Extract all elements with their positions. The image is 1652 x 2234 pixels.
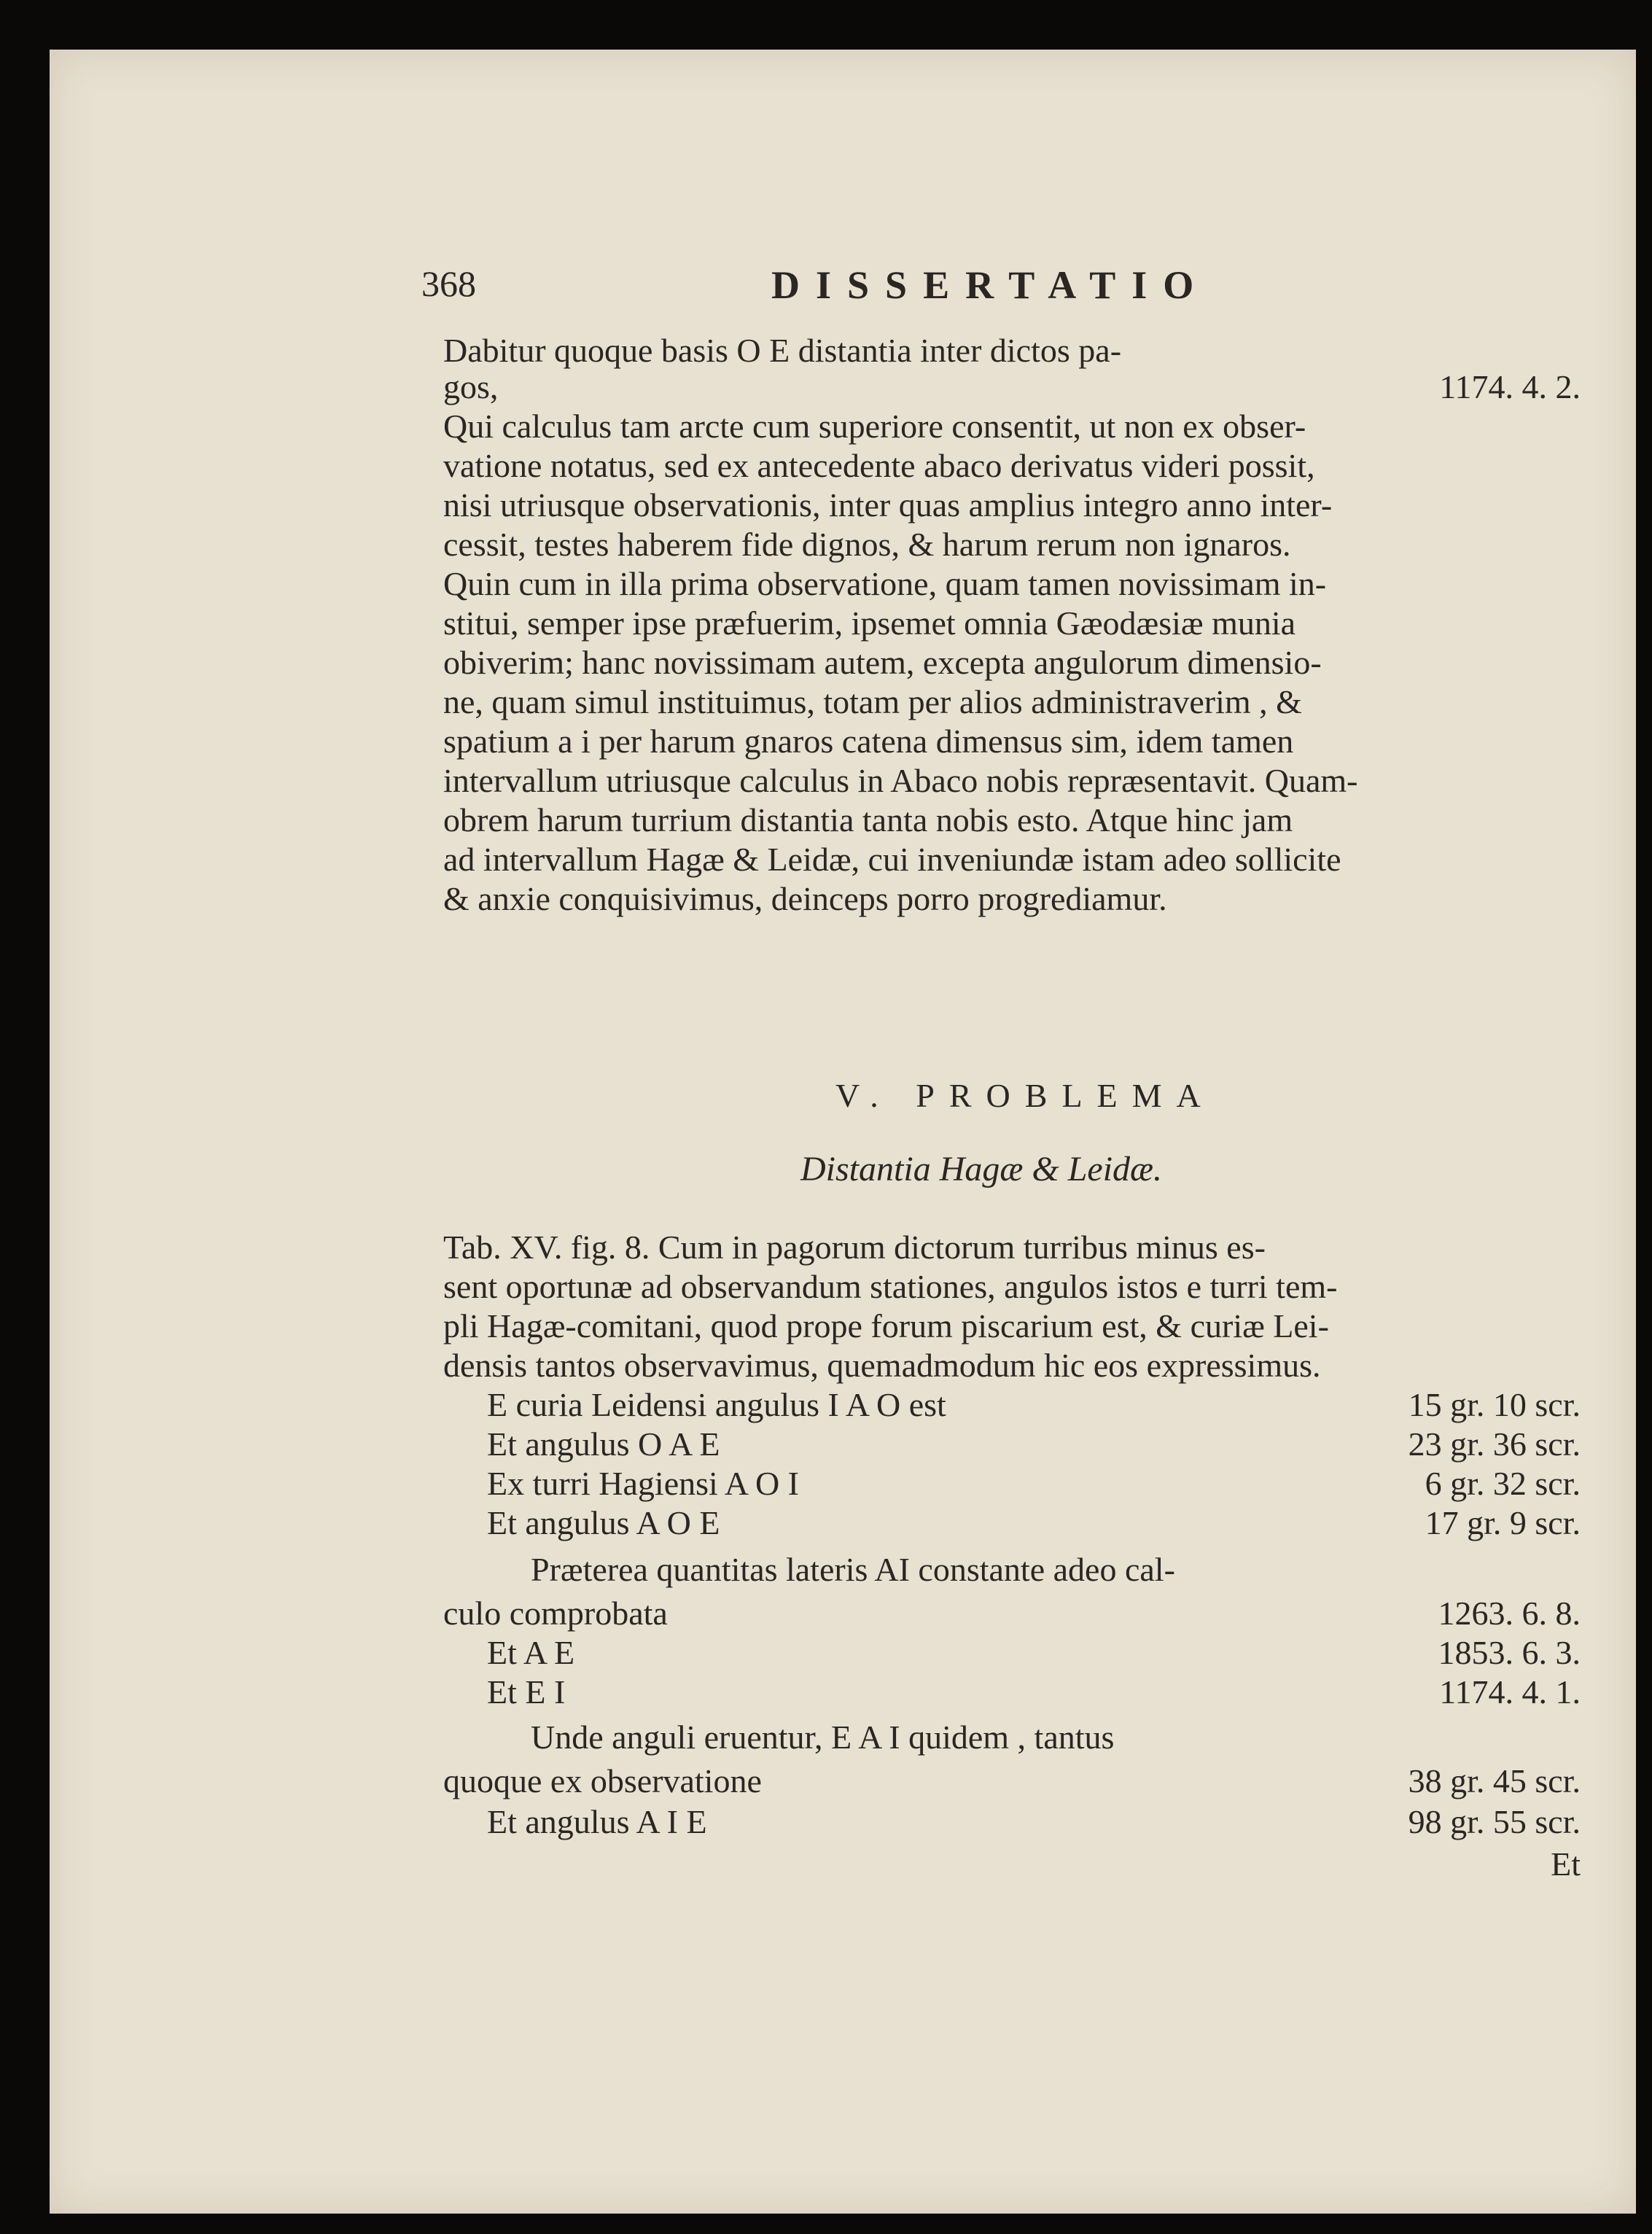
- text-line: Qui calculus tam arcte cum superiore consentit, ut non ex obser-: [443, 408, 1306, 445]
- text-line: Dabitur quoque basis O E distantia inter dictos pa-: [443, 332, 1122, 369]
- text-line: densis tantos observavimus, quemadmodum hic eos expressimus.: [443, 1347, 1321, 1384]
- angle-value: 17 gr. 9 scr.: [1425, 1504, 1581, 1541]
- text-line: spatium a i per harum gnaros catena dimensus sim, idem tamen: [443, 723, 1294, 760]
- text-line: ad intervallum Hagæ & Leidæ, cui inveniundæ istam adeo sollicite: [443, 841, 1341, 878]
- text-line: Tab. XV. fig. 8. Cum in pagorum dictorum turribus minus es-: [443, 1229, 1266, 1266]
- side-value: 1174. 4. 1.: [1439, 1673, 1581, 1710]
- side-value: 1263. 6. 8.: [1438, 1595, 1581, 1632]
- text-line: intervallum utriusque calculus in Abaco nobis repræsentavit. Quam-: [443, 762, 1358, 799]
- problem-subtitle: Distantia Hagæ & Leidæ.: [800, 1150, 1163, 1188]
- side-label: Et E I: [487, 1673, 566, 1710]
- text-line: sent oportunæ ad observandum stationes, angulos istos e turri tem-: [443, 1268, 1338, 1305]
- side-label: Et A E: [487, 1634, 575, 1671]
- angle-label: Et angulus A O E: [487, 1504, 720, 1541]
- angle-value: 38 gr. 45 scr.: [1408, 1762, 1581, 1799]
- text-line: vatione notatus, sed ex antecedente abaco derivatus videri possit,: [443, 447, 1315, 484]
- text-line: stitui, semper ipse præfuerim, ipsemet omnia Gæodæsiæ munia: [443, 604, 1296, 642]
- text-line: Quin cum in illa prima observatione, quam tamen novissimam in-: [443, 565, 1327, 602]
- text-fragment: quoque ex observatione: [443, 1762, 762, 1799]
- angle-value: 6 gr. 32 scr.: [1425, 1465, 1581, 1502]
- text-fragment: gos,: [443, 368, 499, 405]
- text-fragment: culo comprobata: [443, 1595, 668, 1632]
- problem-heading: V. PROBLEMA: [835, 1077, 1215, 1114]
- angle-value: 98 gr. 55 scr.: [1408, 1803, 1581, 1840]
- page-number: 368: [421, 263, 476, 304]
- text-line: obiverim; hanc novissimam autem, excepta angulorum dimensio-: [443, 644, 1322, 681]
- book-page: [50, 50, 1636, 2214]
- side-value: 1853. 6. 3.: [1438, 1634, 1581, 1671]
- angle-label: E curia Leidensi angulus I A O est: [487, 1386, 946, 1423]
- text-line: pli Hagæ-comitani, quod prope forum piscarium est, & curiæ Lei-: [443, 1307, 1329, 1344]
- angle-label: Ex turri Hagiensi A O I: [487, 1465, 799, 1502]
- text-fragment: Unde anguli eruentur, E A I quidem , tantus: [531, 1719, 1115, 1756]
- text-line: & anxie conquisivimus, deinceps porro progrediamur.: [443, 880, 1167, 917]
- catchword: Et: [1551, 1845, 1581, 1883]
- text-line: cessit, testes haberem fide dignos, & harum rerum non ignaros.: [443, 526, 1291, 563]
- running-head: DISSERTATIO: [771, 263, 1210, 307]
- text-line: nisi utriusque observationis, inter quas amplius integro anno inter-: [443, 486, 1333, 524]
- text-fragment: Præterea quantitas lateris AI constante adeo cal-: [531, 1551, 1175, 1588]
- basis-value: 1174. 4. 2.: [1439, 368, 1581, 405]
- angle-label: Et angulus A I E: [487, 1803, 707, 1840]
- angle-value: 15 gr. 10 scr.: [1408, 1386, 1581, 1423]
- angle-value: 23 gr. 36 scr.: [1408, 1425, 1581, 1463]
- text-line: ne, quam simul instituimus, totam per alios administraverim , &: [443, 683, 1302, 720]
- angle-label: Et angulus O A E: [487, 1425, 720, 1463]
- text-line: obrem harum turrium distantia tanta nobis esto. Atque hinc jam: [443, 801, 1293, 838]
